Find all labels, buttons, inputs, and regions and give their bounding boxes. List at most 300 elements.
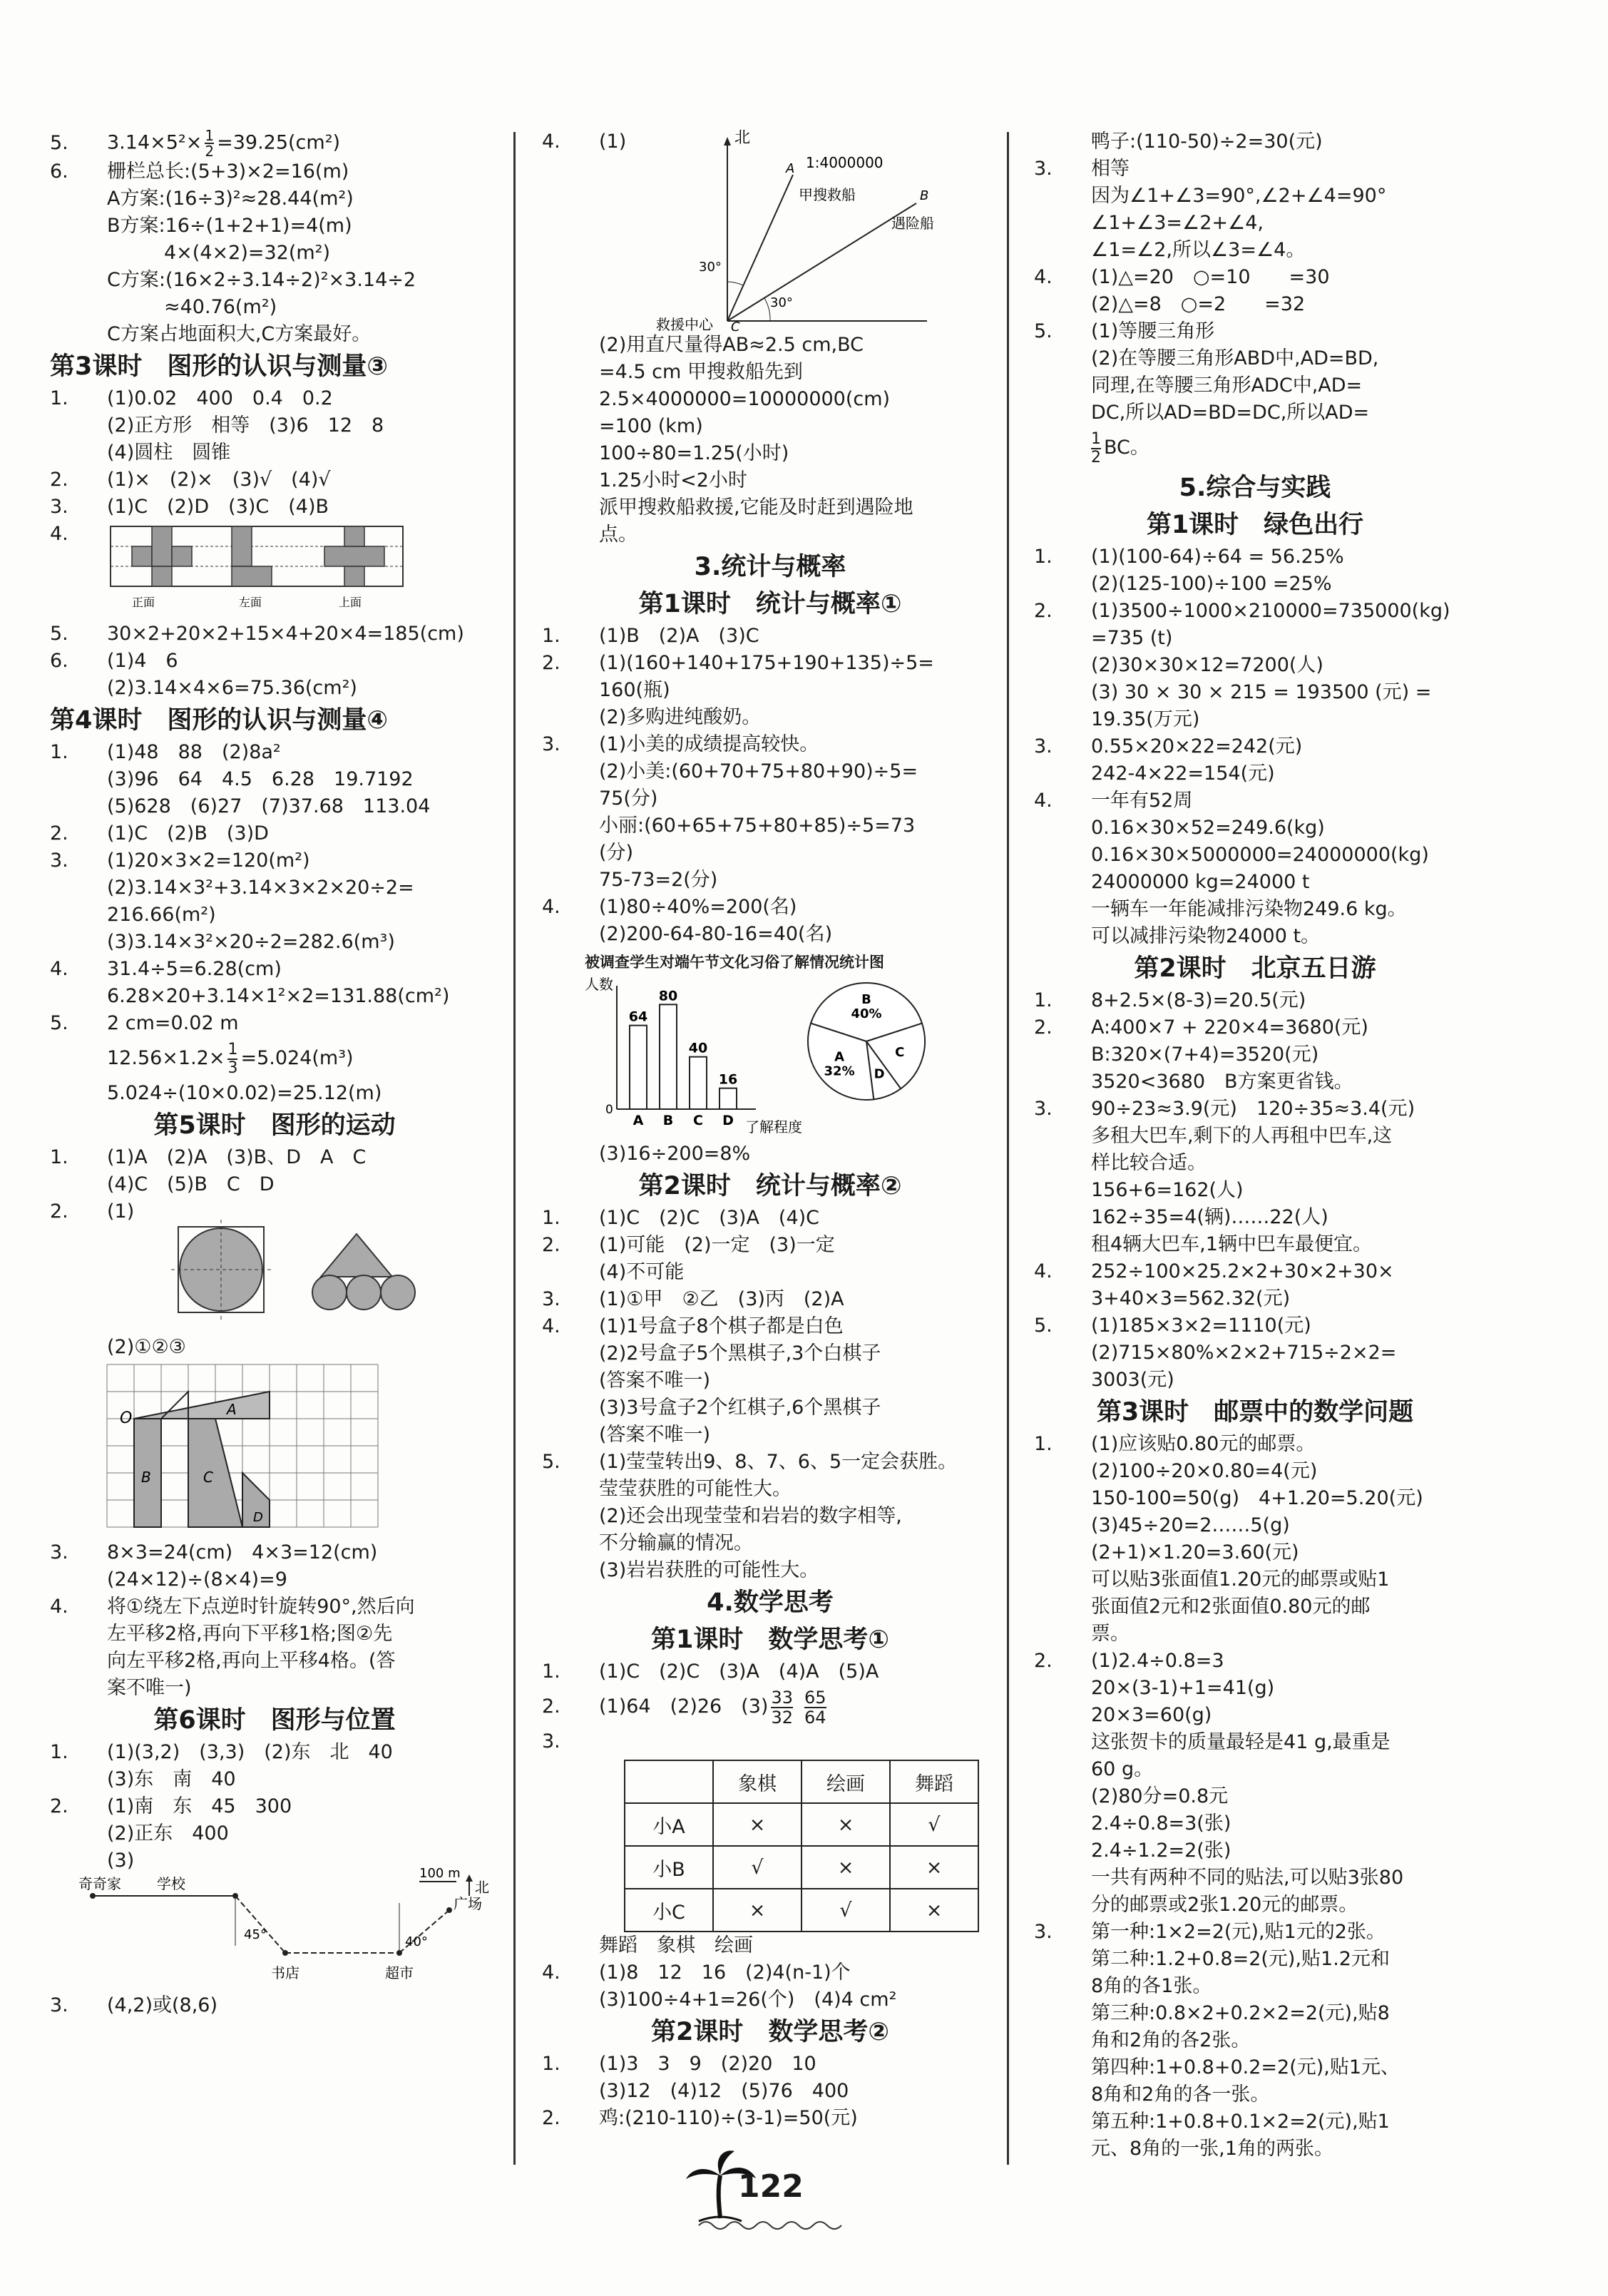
item-number: 1. [1034,1433,1053,1455]
answer-text: (1)3500÷1000×210000=735000(kg) [1091,600,1450,622]
answer-line: (2)30×30×12=7200(人) [1091,654,1323,676]
point-d-label: D [253,1510,263,1525]
answer-text: (4,2)或(8,6) [107,1994,218,2016]
bar-value-label: 80 [658,988,678,1004]
hobby-table [624,1760,979,1932]
answer-text: (1)B (2)A (3)C [599,625,759,647]
item-number: 3. [50,849,68,872]
pie-slice-label: C [895,1045,905,1061]
answer-line: 第三种:0.8×2+0.2×2=2(元),贴8 [1091,2002,1390,2024]
answer-line: (2)①②③ [107,1336,186,1358]
angle-30-label: 30° [699,260,722,275]
table-cell: 绘画 [802,1760,890,1803]
answer-line: (3)3号盒子2个红棋子,6个黑棋子 [599,1397,881,1419]
pie-slice-label: 32% [824,1063,855,1079]
answer-line: 分的邮票或2张1.20元的邮票。 [1091,1894,1358,1916]
answer-line: 角和2角的各2张。 [1091,2029,1251,2051]
answer-line: (3) [107,1849,135,1872]
table-cell: 象棋 [713,1760,802,1803]
answer-line: (2)80分=0.8元 [1091,1785,1229,1807]
answer-line: 可以贴3张面值1.20元的邮票或贴1 [1091,1568,1390,1591]
answer-line: 4×(4×2)=32(m²) [164,242,331,264]
answer-line: 0.16×30×5000000=24000000(kg) [1091,844,1429,866]
answer-text: (1)185×3×2=1110(元) [1091,1315,1311,1337]
item-number: 3. [542,1288,560,1310]
answer-line: C方案占地面积大,C方案最好。 [107,323,372,345]
item-number: 3. [542,733,560,755]
point-b-label: B [920,188,929,203]
item-number: 2. [542,2107,560,2129]
answer-line: 19.35(万元) [1091,708,1200,730]
answer-line: (2)100÷20×0.80=4(元) [1091,1460,1318,1482]
section-heading: 5.综合与实践 [1179,474,1331,502]
answer-text: (1)1号盒子8个棋子都是白色 [599,1315,844,1337]
item-number: 5. [1034,320,1053,342]
item-number: 3. [1034,1098,1053,1120]
answer-line: 3+40×3=562.32(元) [1091,1287,1291,1310]
search-ship-label: 甲搜救船 [799,186,856,203]
x-axis-label: 了解程度 [745,1118,802,1136]
answer-line: 216.66(m²) [107,904,216,926]
angle-40-label: 40° [405,1934,428,1949]
lesson-heading: 第6课时 图形与位置 [153,1706,396,1735]
table-cell: 小B [625,1846,713,1889]
answer-text: =5.024(m³) [240,1047,354,1069]
lesson-heading: 第1课时 数学思考① [651,1626,889,1654]
answer-line: 左平移2格,再向下平移1格;图②先 [107,1623,393,1645]
answer-text: 8×3=24(cm) 4×3=12(cm) [107,1541,378,1563]
answer-text: (1)4 6 [107,650,178,672]
answer-text: (1)20×3×2=120(m²) [107,849,310,872]
answer-line: (3)16÷200=8% [599,1143,751,1165]
fraction-numerator: 33 [771,1687,793,1708]
point-b-label: B [141,1469,151,1486]
answer-line: (2)用直尺量得AB≈2.5 cm,BC [599,334,864,356]
left-view-label: 左面 [239,596,262,609]
item-number: 3. [542,1730,560,1752]
point-c-label: C [731,320,740,335]
answer-line: (3)100÷4+1=26(个) (4)4 cm² [599,1989,897,2011]
item-number: 2. [50,822,68,845]
fraction-denominator: 2 [1091,448,1101,466]
fraction-numerator: 1 [205,127,215,144]
answer-line: 租4辆大巴车,1辆中巴车最便宜。 [1091,1233,1372,1255]
answer-line: 莹莹获胜的可能性大。 [599,1478,792,1500]
answer-line: C方案:(16×2÷3.14÷2)²×3.14÷2 [107,269,416,291]
scale-ratio-label: 1:4000000 [806,154,884,171]
school-label: 学校 [157,1875,185,1892]
answer-line: (2)△=8 ○=2 =32 [1091,293,1306,315]
fraction-denominator: 32 [771,1707,793,1728]
fraction-numerator: 1 [227,1040,238,1058]
answer-text: (1)2.4÷0.8=3 [1091,1650,1224,1672]
answer-text: A:400×7 + 220×4=3680(元) [1091,1016,1368,1039]
point-a-label: A [786,161,795,176]
answer-line: (3)12 (4)12 (5)76 400 [599,2080,849,2102]
item-number: 1. [50,1741,68,1763]
fraction-numerator: 1 [1091,429,1101,448]
answer-line: B:320×(7+4)=3520(元) [1091,1044,1319,1066]
answer-line: 张面值2元和2张面值0.80元的邮 [1091,1596,1371,1618]
top-view-label: 上面 [339,596,362,609]
item-number: 4. [50,958,68,980]
answer-line: (2)715×80%×2×2+715÷2×2= [1091,1342,1397,1364]
answer-line: 24000000 kg=24000 t [1091,871,1310,893]
answer-line: 75-73=2(分) [599,869,718,891]
answer-line: (分) [599,842,634,864]
item-number: 2. [542,1695,560,1718]
north-label: 北 [475,1879,489,1896]
answer-text: 栅栏总长:(5+3)×2=16(m) [107,160,349,183]
answer-line: (2)(125-100)÷100 =25% [1091,573,1332,595]
answer-column-2 [542,128,998,2132]
answer-line [1034,427,1476,469]
point-o-label: O [120,1409,133,1427]
route-map [78,1866,506,1989]
answer-text: 一年有52周 [1091,790,1193,812]
answer-text: (1)应该贴0.80元的邮票。 [1091,1433,1316,1455]
answer-line: 60 g。 [1091,1758,1154,1780]
item-number: 3. [1034,1921,1053,1943]
item-number: 3. [50,1994,68,2016]
answer-line: 多租大巴车,剩下的人再租中巴车,这 [1091,1125,1393,1147]
lesson-heading: 第2课时 统计与概率② [638,1172,902,1200]
answer-text: 3.14×5²× [107,131,203,154]
symmetric-figures [164,1220,464,1341]
item-number: 5. [542,1451,560,1473]
answer-text: 90÷23≈3.9(元) 120÷35≈3.4(元) [1091,1098,1415,1120]
bar-and-pie-chart [585,974,984,1138]
column-divider-left [513,132,516,2165]
answer-line: (2)小美:(60+70+75+80+90)÷5= [599,760,918,782]
answer-line: 票。 [1091,1623,1130,1645]
answer-text: 31.4÷5=6.28(cm) [107,958,282,980]
table-cell: × [713,1889,802,1932]
section-heading: 4.数学思考 [707,1588,834,1617]
item-number: 6. [50,650,68,672]
y-axis-label: 人数 [585,976,613,993]
answer-line: 2.4÷1.2=2(张) [1091,1840,1231,1862]
answer-line: 20×(3-1)+1=41(g) [1091,1677,1275,1699]
answer-line: A方案:(16÷3)²≈28.44(m²) [107,188,354,210]
answer-text: =39.25(cm²) [217,131,341,154]
grid-transform-figure [107,1364,406,1536]
item-number: 1. [542,1207,560,1229]
answer-text: 鸡:(210-110)÷(3-1)=50(元) [599,2107,858,2129]
answer-text: (1)0.02 400 0.4 0.2 [107,387,333,409]
answer-line: (3)96 64 4.5 6.28 19.7192 [107,768,414,790]
fraction-denominator: 2 [205,143,215,160]
item-number: 4. [542,131,560,153]
answer-text: (1)64 (2)26 (3) [599,1695,769,1718]
x-tick-label: B [662,1113,674,1128]
market-label: 超市 [385,1964,414,1981]
item-number: 5. [50,131,68,154]
answer-line: 可以减排污染物24000 t。 [1091,925,1321,947]
item-number: 5. [1034,1315,1053,1337]
lesson-heading: 第3课时 图形的认识与测量③ [50,352,388,381]
answer-text: (1)小美的成绩提高较快。 [599,733,819,755]
answer-line: (2)还会出现莹莹和岩岩的数字相等, [599,1505,902,1527]
angle-45-label: 45° [244,1927,267,1942]
table-cell: √ [713,1846,802,1889]
table-cell: √ [802,1889,890,1932]
item-number: 5. [50,1012,68,1034]
table-cell: × [890,1846,978,1889]
table-row [625,1803,978,1846]
answer-text: (1)南 东 45 300 [107,1795,292,1817]
answer-text: (1)C (2)B (3)D [107,822,269,845]
item-number: 1. [50,387,68,409]
answer-line: 这张贺卡的质量最轻是41 g,最重是 [1091,1731,1391,1753]
lesson-heading: 第4课时 图形的认识与测量④ [50,706,388,735]
answer-line: DC,所以AD=BD=DC,所以AD= [1091,402,1370,424]
item-number: 4. [50,523,68,545]
item-number: 3. [50,496,68,518]
x-tick-label: A [633,1113,644,1128]
answer-line: (2)正东 400 [107,1822,229,1845]
answer-text: (1)80÷40%=200(名) [599,896,797,918]
answer-column-1 [50,128,499,2019]
answer-line: (24×12)÷(8×4)=9 [107,1568,287,1591]
item-number: 5. [50,623,68,645]
answer-line: 20×3=60(g) [1091,1704,1212,1726]
answer-line: 2.4÷0.8=3(张) [1091,1812,1231,1835]
item-number: 2. [50,1795,68,1817]
item-number: 2. [542,1234,560,1256]
item-number: 4. [542,896,560,918]
item-number: 4. [50,1596,68,1618]
front-view-label: 正面 [132,596,155,609]
answer-text: (1)3 3 9 (2)20 10 [599,2053,816,2075]
answer-text: (1)(100-64)÷64 = 56.25% [1091,546,1344,568]
item-number: 1. [542,1660,560,1683]
answer-line: (2)在等腰三角形ABD中,AD=BD, [1091,347,1379,369]
distress-ship-label: 遇险船 [891,215,934,232]
item-number: 1. [542,625,560,647]
pie-slice-label: B [861,991,871,1007]
answer-line [50,1037,499,1080]
bar-value-label: 40 [688,1040,708,1056]
answer-line: (3) 30 × 30 × 215 = 193500 (元) = [1091,681,1432,703]
table-cell [625,1760,713,1803]
answer-line [50,128,499,158]
answer-line: (2)正方形 相等 (3)6 12 8 [107,414,384,437]
answer-line: (3)岩岩获胜的可能性大。 [599,1559,819,1581]
answer-line: 3520<3680 B方案更省钱。 [1091,1071,1353,1093]
answer-line: =735 (t) [1091,627,1173,649]
answer-line: 同理,在等腰三角形ADC中,AD= [1091,374,1363,397]
fraction-denominator: 64 [804,1707,826,1728]
answer-line: 派甲搜救船救援,它能及时赶到遇险地 [599,496,913,519]
rescue-direction-figure [628,128,956,335]
pie-slice-label: D [874,1066,885,1082]
answer-text: (1) [107,1200,135,1223]
answer-text: (1)A (2)A (3)B、D A C [107,1146,367,1168]
bar-value-label: 64 [628,1009,648,1025]
answer-text: (1)× (2)× (3)√ (4)√ [107,469,331,491]
table-row [625,1889,978,1932]
answer-line: 75(分) [599,787,658,810]
answer-text: (1)C (2)C (3)A (4)A (5)A [599,1660,879,1683]
x-tick-label: C [693,1113,703,1128]
answer-line: 案不唯一) [107,1677,192,1699]
answer-text: (1)(160+140+175+190+135)÷5= [599,652,934,674]
answer-line: 舞蹈 象棋 绘画 [599,1934,753,1956]
answer-column-3 [1034,128,1476,2163]
answer-line: (4)圆柱 圆锥 [107,442,231,464]
item-number: 1. [542,2053,560,2075]
answer-line: (5)628 (6)27 (7)37.68 113.04 [107,795,431,817]
item-number: 4. [542,1961,560,1984]
answer-line: 因为∠1+∠3=90°,∠2+∠4=90° [1091,185,1387,207]
item-number: 4. [1034,266,1053,288]
answer-text: (1)①甲 ②乙 (3)丙 (2)A [599,1288,844,1310]
lesson-heading: 第5课时 图形的运动 [153,1111,396,1140]
answer-line: (3)45÷20=2……5(g) [1091,1514,1290,1536]
answer-line: (2+1)×1.20=3.60(元) [1091,1541,1299,1563]
lesson-heading: 第1课时 统计与概率① [638,590,902,618]
answer-text: (1)莹莹转出9、8、7、6、5一定会获胜。 [599,1451,958,1473]
plaza-label: 广场 [454,1895,482,1912]
answer-text: (1)8 12 16 (2)4(n-1)个 [599,1961,851,1984]
fraction-denominator: 3 [227,1058,238,1077]
answer-text: (1)(3,2) (3,3) (2)东 北 40 [107,1741,393,1763]
answer-text: (1) [599,131,627,153]
wave-ornament [699,2218,841,2233]
y-tick-label: 0 [605,1103,613,1117]
item-number: 2. [1034,1650,1053,1672]
item-number: 2. [50,469,68,491]
answer-text: 8+2.5×(8-3)=20.5(元) [1091,989,1306,1011]
item-number: 2. [542,652,560,674]
answer-line: 样比较合适。 [1091,1152,1207,1174]
column-divider-right [1007,132,1009,2165]
answer-text: 2 cm=0.02 m [107,1012,239,1034]
answer-line: (2)3.14×3²+3.14×3×2×20÷2= [107,877,414,899]
item-number: 6. [50,160,68,183]
bookstore-label: 书店 [271,1964,299,1981]
answer-line: 1.25小时<2小时 [599,469,747,491]
chart-bar [690,1057,707,1109]
three-views-figure [111,526,410,619]
answer-line: 不分输赢的情况。 [599,1532,753,1554]
item-number: 4. [542,1315,560,1337]
lesson-heading: 第1课时 绿色出行 [1146,511,1364,539]
north-label: 北 [734,129,751,147]
answer-line: 鸭子:(110-50)÷2=30(元) [1091,131,1323,153]
item-number: 1. [50,1146,68,1168]
chart-title: 被调查学生对端午节文化习俗了解情况统计图 [585,954,884,971]
answer-line: 8角和2角的各一张。 [1091,2083,1270,2106]
item-number: 4. [1034,1260,1053,1282]
lesson-heading: 第3课时 邮票中的数学问题 [1096,1398,1414,1427]
angle-30-label: 30° [770,295,793,310]
answer-line: (2)2号盒子5个黑棋子,3个白棋子 [599,1342,881,1364]
table-cell: 小A [625,1803,713,1846]
answer-line: 一共有两种不同的贴法,可以贴3张80 [1091,1867,1404,1889]
statistics-chart-block [542,948,998,1141]
answer-line: 第四种:1+0.8+0.2=2(元),贴1元、 [1091,2056,1400,2078]
item-number: 2. [1034,1016,1053,1039]
rescue-center-label: 救援中心 [656,316,713,333]
answer-text: 30×2+20×2+15×4+20×4=185(cm) [107,623,464,645]
answer-text: 相等 [1091,158,1130,180]
answer-line: 156+6=162(人) [1091,1179,1244,1201]
table-cell: √ [890,1803,978,1846]
answer-line: (答案不唯一) [599,1424,711,1446]
answer-line: =4.5 cm 甲搜救船先到 [599,361,803,383]
item-number: 1. [1034,989,1053,1011]
table-cell: 舞蹈 [890,1760,978,1803]
answer-line: 160(瓶) [599,679,670,701]
answer-line: (2)多购进纯酸奶。 [599,706,762,728]
answer-line: 3003(元) [1091,1369,1174,1391]
answer-line: 小丽:(60+65+75+80+85)÷5=73 [599,815,916,837]
lesson-heading: 第2课时 北京五日游 [1134,954,1376,983]
answer-text: BC。 [1104,437,1149,459]
answer-text: (1)48 88 (2)8a² [107,741,281,763]
answer-line: 第五种:1+0.8+0.1×2=2(元),贴1 [1091,2111,1390,2133]
table-cell: × [802,1803,890,1846]
answer-line: (2)200-64-80-16=40(名) [599,923,833,945]
table-cell: × [802,1846,890,1889]
answer-line: (4)C (5)B C D [107,1173,275,1195]
pie-slice-label: 40% [851,1006,882,1021]
answer-line [50,158,499,185]
chart-bar [660,1004,677,1109]
table-row [625,1846,978,1889]
answer-line: (3)东 南 40 [107,1768,236,1790]
pie-slice-label: A [834,1049,845,1065]
answer-text: 252÷100×25.2×2+30×2+30× [1091,1260,1394,1282]
answer-line: (3)3.14×3²×20÷2=282.6(m³) [107,931,395,953]
lesson-heading: 第2课时 数学思考② [651,2018,889,2046]
answer-line: B方案:16÷(1+2+1)=4(m) [107,215,352,237]
answer-line: ∠1+∠3=∠2+∠4, [1091,212,1264,234]
answer-text: 12.56×1.2× [107,1047,225,1069]
answer-text: (1)等腰三角形 [1091,320,1215,342]
item-number: 3. [1034,158,1053,180]
page-number: 122 [738,2168,804,2205]
table-cell: × [890,1889,978,1932]
answer-text: (1)可能 (2)一定 (3)一定 [599,1234,835,1256]
answer-line: 5.024÷(10×0.02)=25.12(m) [107,1082,382,1104]
answer-line: 点。 [599,524,637,546]
bar-value-label: 16 [718,1071,738,1088]
answer-text: 将①绕左下点逆时针旋转90°,然后向 [107,1596,415,1618]
answer-line: 150-100=50(g) 4+1.20=5.20(元) [1091,1487,1423,1509]
table-header-row [625,1760,978,1803]
answer-line: (4)不可能 [599,1261,685,1283]
answer-line: 向左平移2格,再向上平移4格。(答 [107,1650,396,1672]
table-cell: × [713,1803,802,1846]
answer-line: 100÷80=1.25(小时) [599,442,789,464]
answer-line: 8角的各1张。 [1091,1975,1212,1997]
answer-line: 162÷35=4(辆)……22(人) [1091,1206,1328,1228]
home-label: 奇奇家 [78,1875,121,1892]
answer-text: (1)C (2)D (3)C (4)B [107,496,329,518]
chart-bar [630,1026,647,1109]
answer-text: (1)△=20 ○=10 =30 [1091,266,1330,288]
point-a-label: A [227,1401,237,1418]
answer-text: 第一种:1×2=2(元),贴1元的2张。 [1091,1921,1386,1943]
answer-line: 第二种:1.2+0.8=2(元),贴1.2元和 [1091,1948,1390,1970]
answer-line: 0.16×30×52=249.6(kg) [1091,817,1325,839]
fraction-numerator: 65 [804,1687,826,1708]
item-number: 2. [50,1200,68,1223]
chart-bar [719,1088,737,1109]
